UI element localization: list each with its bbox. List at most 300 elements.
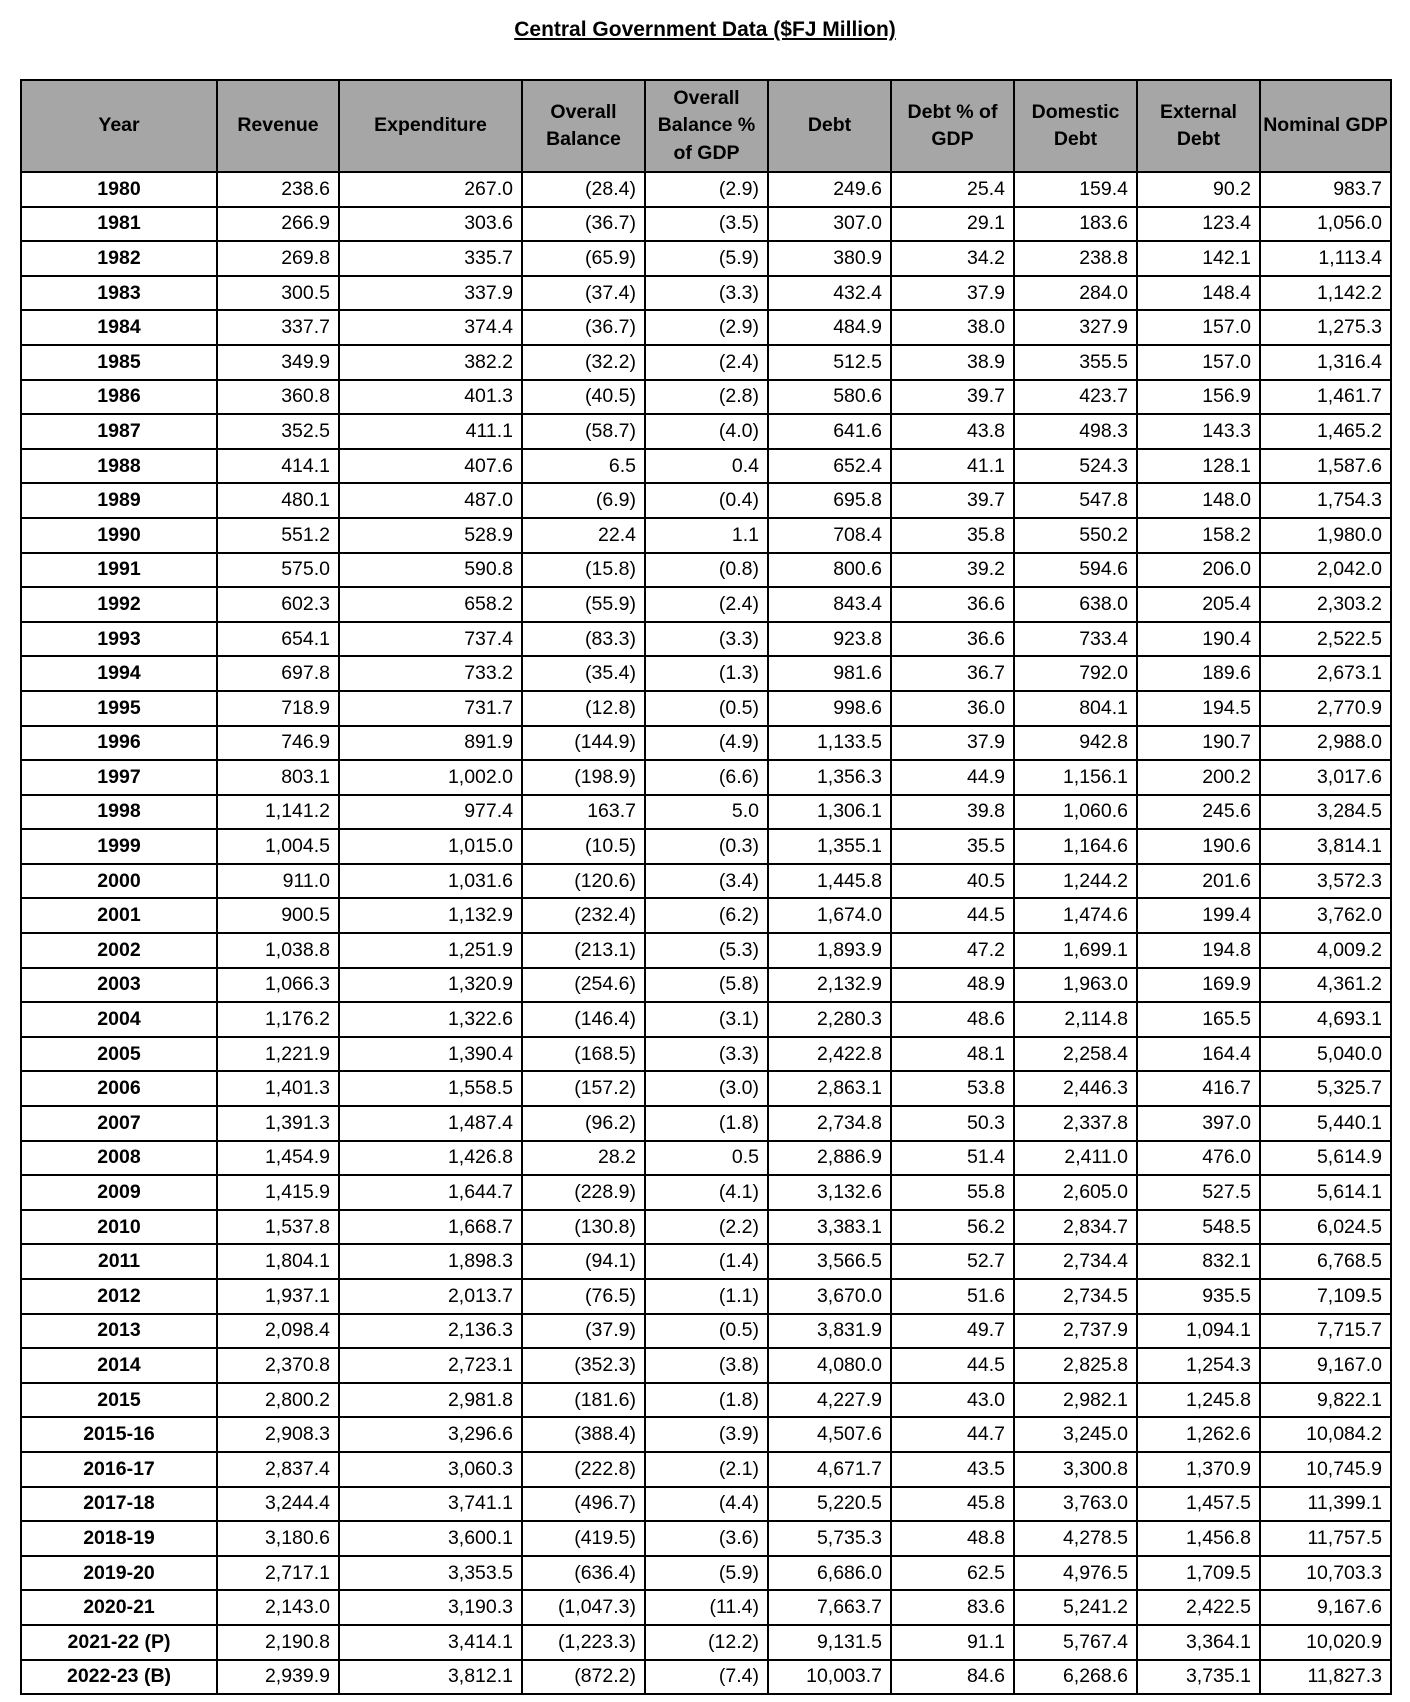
domestic-debt-cell: 498.3 (1014, 414, 1137, 449)
debt-cell: 2,132.9 (768, 968, 891, 1003)
overall-balance-pct-gdp-cell: (0.3) (645, 829, 768, 864)
nominal-gdp-cell: 11,399.1 (1260, 1487, 1391, 1522)
overall-balance-pct-gdp-cell: (2.8) (645, 380, 768, 415)
external-debt-cell: 165.5 (1137, 1002, 1260, 1037)
table-row (21, 760, 1391, 795)
overall-balance-cell: (228.9) (522, 1175, 645, 1210)
table-row (21, 345, 1391, 380)
debt-pct-gdp-cell: 56.2 (891, 1210, 1014, 1245)
nominal-gdp-cell: 2,673.1 (1260, 656, 1391, 691)
nominal-gdp-cell: 9,167.6 (1260, 1590, 1391, 1625)
domestic-debt-cell: 2,337.8 (1014, 1106, 1137, 1141)
nominal-gdp-cell: 1,461.7 (1260, 380, 1391, 415)
year-cell: 1998 (21, 795, 217, 830)
domestic-debt-cell: 5,767.4 (1014, 1625, 1137, 1660)
overall-balance-cell: 28.2 (522, 1141, 645, 1176)
nominal-gdp-cell: 6,024.5 (1260, 1210, 1391, 1245)
overall-balance-pct-gdp-cell: (6.6) (645, 760, 768, 795)
table-row (21, 414, 1391, 449)
domestic-debt-cell: 1,963.0 (1014, 968, 1137, 1003)
overall-balance-cell: (35.4) (522, 656, 645, 691)
expenditure-cell: 733.2 (339, 656, 522, 691)
debt-cell: 695.8 (768, 483, 891, 518)
expenditure-cell: 411.1 (339, 414, 522, 449)
nominal-gdp-cell: 2,303.2 (1260, 587, 1391, 622)
domestic-debt-cell: 238.8 (1014, 241, 1137, 276)
nominal-gdp-cell: 2,988.0 (1260, 726, 1391, 761)
domestic-debt-cell: 2,446.3 (1014, 1071, 1137, 1106)
domestic-debt-cell: 804.1 (1014, 691, 1137, 726)
year-cell: 1990 (21, 518, 217, 553)
table-row (21, 1106, 1391, 1141)
external-debt-cell: 199.4 (1137, 898, 1260, 933)
year-cell: 1997 (21, 760, 217, 795)
overall-balance-pct-gdp-cell: (3.6) (645, 1521, 768, 1556)
debt-pct-gdp-cell: 48.9 (891, 968, 1014, 1003)
debt-cell: 2,734.8 (768, 1106, 891, 1141)
external-debt-cell: 128.1 (1137, 449, 1260, 484)
table-row (21, 1244, 1391, 1279)
overall-balance-pct-gdp-cell: (0.4) (645, 483, 768, 518)
domestic-debt-cell: 284.0 (1014, 276, 1137, 311)
table-row (21, 1210, 1391, 1245)
overall-balance-pct-gdp-cell: (1.4) (645, 1244, 768, 1279)
external-debt-cell: 397.0 (1137, 1106, 1260, 1141)
table-row (21, 518, 1391, 553)
overall-balance-cell: (10.5) (522, 829, 645, 864)
year-cell: 1991 (21, 553, 217, 588)
debt-cell: 6,686.0 (768, 1556, 891, 1591)
revenue-cell: 654.1 (217, 622, 339, 657)
expenditure-cell: 401.3 (339, 380, 522, 415)
external-debt-cell: 935.5 (1137, 1279, 1260, 1314)
debt-pct-gdp-cell: 44.7 (891, 1417, 1014, 1452)
domestic-debt-cell: 5,241.2 (1014, 1590, 1137, 1625)
revenue-cell: 2,837.4 (217, 1452, 339, 1487)
domestic-debt-cell: 1,164.6 (1014, 829, 1137, 864)
revenue-cell: 414.1 (217, 449, 339, 484)
table-row (21, 1002, 1391, 1037)
year-cell: 1992 (21, 587, 217, 622)
table-row (21, 691, 1391, 726)
year-cell: 2003 (21, 968, 217, 1003)
overall-balance-cell: (37.4) (522, 276, 645, 311)
nominal-gdp-cell: 1,465.2 (1260, 414, 1391, 449)
year-cell: 1993 (21, 622, 217, 657)
debt-cell: 1,306.1 (768, 795, 891, 830)
domestic-debt-cell: 550.2 (1014, 518, 1137, 553)
revenue-cell: 575.0 (217, 553, 339, 588)
year-cell: 1995 (21, 691, 217, 726)
table-row (21, 898, 1391, 933)
revenue-cell: 2,190.8 (217, 1625, 339, 1660)
year-cell: 2004 (21, 1002, 217, 1037)
revenue-cell: 3,244.4 (217, 1487, 339, 1522)
table-row (21, 380, 1391, 415)
nominal-gdp-cell: 7,109.5 (1260, 1279, 1391, 1314)
debt-pct-gdp-cell: 44.5 (891, 1348, 1014, 1383)
column-header-overall-balance: Overall Balance (522, 80, 645, 172)
debt-pct-gdp-cell: 44.9 (891, 760, 1014, 795)
column-header-domestic-debt: Domestic Debt (1014, 80, 1137, 172)
external-debt-cell: 2,422.5 (1137, 1590, 1260, 1625)
expenditure-cell: 3,353.5 (339, 1556, 522, 1591)
debt-cell: 843.4 (768, 587, 891, 622)
domestic-debt-cell: 2,411.0 (1014, 1141, 1137, 1176)
revenue-cell: 1,004.5 (217, 829, 339, 864)
overall-balance-pct-gdp-cell: (3.8) (645, 1348, 768, 1383)
expenditure-cell: 1,487.4 (339, 1106, 522, 1141)
overall-balance-cell: (65.9) (522, 241, 645, 276)
overall-balance-cell: (36.7) (522, 310, 645, 345)
overall-balance-pct-gdp-cell: (0.5) (645, 691, 768, 726)
overall-balance-pct-gdp-cell: (2.1) (645, 1452, 768, 1487)
external-debt-cell: 3,364.1 (1137, 1625, 1260, 1660)
external-debt-cell: 142.1 (1137, 241, 1260, 276)
revenue-cell: 1,391.3 (217, 1106, 339, 1141)
revenue-cell: 266.9 (217, 207, 339, 242)
domestic-debt-cell: 423.7 (1014, 380, 1137, 415)
year-cell: 1994 (21, 656, 217, 691)
overall-balance-cell: (213.1) (522, 933, 645, 968)
overall-balance-pct-gdp-cell: (5.8) (645, 968, 768, 1003)
debt-cell: 1,445.8 (768, 864, 891, 899)
domestic-debt-cell: 1,699.1 (1014, 933, 1137, 968)
debt-cell: 4,227.9 (768, 1383, 891, 1418)
debt-pct-gdp-cell: 36.0 (891, 691, 1014, 726)
nominal-gdp-cell: 10,703.3 (1260, 1556, 1391, 1591)
domestic-debt-cell: 2,114.8 (1014, 1002, 1137, 1037)
overall-balance-pct-gdp-cell: (7.4) (645, 1660, 768, 1695)
table-row (21, 1279, 1391, 1314)
external-debt-cell: 123.4 (1137, 207, 1260, 242)
table-row (21, 207, 1391, 242)
table-row (21, 1556, 1391, 1591)
nominal-gdp-cell: 3,572.3 (1260, 864, 1391, 899)
table-row (21, 1660, 1391, 1695)
nominal-gdp-cell: 10,745.9 (1260, 1452, 1391, 1487)
overall-balance-pct-gdp-cell: (6.2) (645, 898, 768, 933)
overall-balance-cell: (58.7) (522, 414, 645, 449)
debt-pct-gdp-cell: 29.1 (891, 207, 1014, 242)
debt-pct-gdp-cell: 48.8 (891, 1521, 1014, 1556)
year-cell: 1989 (21, 483, 217, 518)
debt-pct-gdp-cell: 43.0 (891, 1383, 1014, 1418)
expenditure-cell: 1,668.7 (339, 1210, 522, 1245)
revenue-cell: 1,176.2 (217, 1002, 339, 1037)
table-row (21, 829, 1391, 864)
debt-pct-gdp-cell: 91.1 (891, 1625, 1014, 1660)
year-cell: 2008 (21, 1141, 217, 1176)
expenditure-cell: 1,898.3 (339, 1244, 522, 1279)
expenditure-cell: 3,190.3 (339, 1590, 522, 1625)
debt-pct-gdp-cell: 39.2 (891, 553, 1014, 588)
overall-balance-cell: (1,223.3) (522, 1625, 645, 1660)
external-debt-cell: 158.2 (1137, 518, 1260, 553)
domestic-debt-cell: 2,734.4 (1014, 1244, 1137, 1279)
year-cell: 1982 (21, 241, 217, 276)
debt-cell: 1,355.1 (768, 829, 891, 864)
column-header-overall-balance-pct-gdp: Overall Balance % of GDP (645, 80, 768, 172)
revenue-cell: 1,537.8 (217, 1210, 339, 1245)
year-cell: 2018-19 (21, 1521, 217, 1556)
nominal-gdp-cell: 4,693.1 (1260, 1002, 1391, 1037)
year-cell: 2006 (21, 1071, 217, 1106)
overall-balance-pct-gdp-cell: 1.1 (645, 518, 768, 553)
revenue-cell: 2,908.3 (217, 1417, 339, 1452)
overall-balance-pct-gdp-cell: (4.9) (645, 726, 768, 761)
table-row (21, 1452, 1391, 1487)
expenditure-cell: 1,251.9 (339, 933, 522, 968)
year-cell: 1988 (21, 449, 217, 484)
overall-balance-cell: (15.8) (522, 553, 645, 588)
overall-balance-pct-gdp-cell: (3.0) (645, 1071, 768, 1106)
year-cell: 1999 (21, 829, 217, 864)
nominal-gdp-cell: 4,009.2 (1260, 933, 1391, 968)
table-row (21, 310, 1391, 345)
table-row (21, 1590, 1391, 1625)
nominal-gdp-cell: 6,768.5 (1260, 1244, 1391, 1279)
external-debt-cell: 143.3 (1137, 414, 1260, 449)
overall-balance-pct-gdp-cell: 0.4 (645, 449, 768, 484)
debt-pct-gdp-cell: 40.5 (891, 864, 1014, 899)
table-row (21, 1348, 1391, 1383)
nominal-gdp-cell: 1,754.3 (1260, 483, 1391, 518)
debt-cell: 2,886.9 (768, 1141, 891, 1176)
debt-pct-gdp-cell: 45.8 (891, 1487, 1014, 1522)
debt-cell: 3,831.9 (768, 1314, 891, 1349)
debt-pct-gdp-cell: 48.6 (891, 1002, 1014, 1037)
debt-cell: 981.6 (768, 656, 891, 691)
overall-balance-cell: (94.1) (522, 1244, 645, 1279)
nominal-gdp-cell: 7,715.7 (1260, 1314, 1391, 1349)
year-cell: 2015 (21, 1383, 217, 1418)
debt-pct-gdp-cell: 47.2 (891, 933, 1014, 968)
revenue-cell: 300.5 (217, 276, 339, 311)
debt-pct-gdp-cell: 37.9 (891, 276, 1014, 311)
external-debt-cell: 189.6 (1137, 656, 1260, 691)
table-row (21, 795, 1391, 830)
debt-cell: 1,893.9 (768, 933, 891, 968)
revenue-cell: 337.7 (217, 310, 339, 345)
debt-pct-gdp-cell: 36.7 (891, 656, 1014, 691)
external-debt-cell: 156.9 (1137, 380, 1260, 415)
debt-cell: 4,507.6 (768, 1417, 891, 1452)
external-debt-cell: 194.5 (1137, 691, 1260, 726)
external-debt-cell: 1,456.8 (1137, 1521, 1260, 1556)
revenue-cell: 238.6 (217, 172, 339, 207)
external-debt-cell: 416.7 (1137, 1071, 1260, 1106)
nominal-gdp-cell: 1,113.4 (1260, 241, 1391, 276)
overall-balance-cell: (40.5) (522, 380, 645, 415)
domestic-debt-cell: 3,763.0 (1014, 1487, 1137, 1522)
overall-balance-pct-gdp-cell: (5.9) (645, 241, 768, 276)
overall-balance-pct-gdp-cell: (0.5) (645, 1314, 768, 1349)
revenue-cell: 2,717.1 (217, 1556, 339, 1591)
year-cell: 1987 (21, 414, 217, 449)
overall-balance-cell: (198.9) (522, 760, 645, 795)
external-debt-cell: 148.4 (1137, 276, 1260, 311)
domestic-debt-cell: 594.6 (1014, 553, 1137, 588)
overall-balance-cell: (222.8) (522, 1452, 645, 1487)
external-debt-cell: 90.2 (1137, 172, 1260, 207)
overall-balance-pct-gdp-cell: (3.3) (645, 1037, 768, 1072)
domestic-debt-cell: 1,060.6 (1014, 795, 1137, 830)
revenue-cell: 269.8 (217, 241, 339, 276)
debt-cell: 3,566.5 (768, 1244, 891, 1279)
table-row (21, 656, 1391, 691)
revenue-cell: 1,804.1 (217, 1244, 339, 1279)
domestic-debt-cell: 942.8 (1014, 726, 1137, 761)
overall-balance-pct-gdp-cell: (11.4) (645, 1590, 768, 1625)
domestic-debt-cell: 4,278.5 (1014, 1521, 1137, 1556)
table-row (21, 622, 1391, 657)
debt-cell: 4,080.0 (768, 1348, 891, 1383)
nominal-gdp-cell: 11,757.5 (1260, 1521, 1391, 1556)
external-debt-cell: 1,094.1 (1137, 1314, 1260, 1349)
overall-balance-cell: (419.5) (522, 1521, 645, 1556)
debt-pct-gdp-cell: 53.8 (891, 1071, 1014, 1106)
revenue-cell: 1,415.9 (217, 1175, 339, 1210)
domestic-debt-cell: 327.9 (1014, 310, 1137, 345)
debt-cell: 1,133.5 (768, 726, 891, 761)
expenditure-cell: 3,600.1 (339, 1521, 522, 1556)
expenditure-cell: 337.9 (339, 276, 522, 311)
debt-pct-gdp-cell: 25.4 (891, 172, 1014, 207)
overall-balance-cell: (168.5) (522, 1037, 645, 1072)
column-header-external-debt: External Debt (1137, 80, 1260, 172)
debt-cell: 380.9 (768, 241, 891, 276)
table-row (21, 553, 1391, 588)
table-row (21, 1314, 1391, 1349)
overall-balance-cell: (32.2) (522, 345, 645, 380)
debt-pct-gdp-cell: 51.4 (891, 1141, 1014, 1176)
expenditure-cell: 528.9 (339, 518, 522, 553)
domestic-debt-cell: 547.8 (1014, 483, 1137, 518)
expenditure-cell: 1,426.8 (339, 1141, 522, 1176)
debt-cell: 1,674.0 (768, 898, 891, 933)
debt-cell: 10,003.7 (768, 1660, 891, 1695)
year-cell: 2013 (21, 1314, 217, 1349)
year-cell: 2022-23 (B) (21, 1660, 217, 1695)
overall-balance-cell: (36.7) (522, 207, 645, 242)
external-debt-cell: 245.6 (1137, 795, 1260, 830)
debt-cell: 923.8 (768, 622, 891, 657)
table-row (21, 1071, 1391, 1106)
year-cell: 2021-22 (P) (21, 1625, 217, 1660)
year-cell: 2012 (21, 1279, 217, 1314)
table-body (21, 172, 1391, 1694)
domestic-debt-cell: 1,156.1 (1014, 760, 1137, 795)
table-row (21, 483, 1391, 518)
expenditure-cell: 1,015.0 (339, 829, 522, 864)
year-cell: 2017-18 (21, 1487, 217, 1522)
debt-pct-gdp-cell: 55.8 (891, 1175, 1014, 1210)
expenditure-cell: 1,644.7 (339, 1175, 522, 1210)
expenditure-cell: 2,723.1 (339, 1348, 522, 1383)
table-row (21, 864, 1391, 899)
external-debt-cell: 169.9 (1137, 968, 1260, 1003)
expenditure-cell: 3,296.6 (339, 1417, 522, 1452)
debt-cell: 4,671.7 (768, 1452, 891, 1487)
domestic-debt-cell: 638.0 (1014, 587, 1137, 622)
overall-balance-cell: (636.4) (522, 1556, 645, 1591)
overall-balance-cell: (352.3) (522, 1348, 645, 1383)
overall-balance-cell: (37.9) (522, 1314, 645, 1349)
external-debt-cell: 201.6 (1137, 864, 1260, 899)
revenue-cell: 1,141.2 (217, 795, 339, 830)
table-row (21, 276, 1391, 311)
expenditure-cell: 590.8 (339, 553, 522, 588)
table-row (21, 1175, 1391, 1210)
overall-balance-cell: 6.5 (522, 449, 645, 484)
table-row (21, 1487, 1391, 1522)
debt-cell: 249.6 (768, 172, 891, 207)
domestic-debt-cell: 355.5 (1014, 345, 1137, 380)
nominal-gdp-cell: 983.7 (1260, 172, 1391, 207)
overall-balance-cell: (120.6) (522, 864, 645, 899)
expenditure-cell: 1,390.4 (339, 1037, 522, 1072)
table-row (21, 1521, 1391, 1556)
revenue-cell: 1,454.9 (217, 1141, 339, 1176)
overall-balance-cell: (496.7) (522, 1487, 645, 1522)
nominal-gdp-cell: 5,325.7 (1260, 1071, 1391, 1106)
nominal-gdp-cell: 9,167.0 (1260, 1348, 1391, 1383)
nominal-gdp-cell: 3,762.0 (1260, 898, 1391, 933)
overall-balance-pct-gdp-cell: (1.8) (645, 1383, 768, 1418)
overall-balance-pct-gdp-cell: (2.4) (645, 345, 768, 380)
overall-balance-pct-gdp-cell: (4.4) (645, 1487, 768, 1522)
overall-balance-cell: (232.4) (522, 898, 645, 933)
debt-cell: 2,422.8 (768, 1037, 891, 1072)
expenditure-cell: 1,322.6 (339, 1002, 522, 1037)
expenditure-cell: 3,741.1 (339, 1487, 522, 1522)
column-header-debt-pct-gdp: Debt % of GDP (891, 80, 1014, 172)
page-title: Central Government Data ($FJ Million) (514, 18, 896, 41)
year-cell: 2001 (21, 898, 217, 933)
overall-balance-pct-gdp-cell: (4.1) (645, 1175, 768, 1210)
domestic-debt-cell: 1,244.2 (1014, 864, 1137, 899)
expenditure-cell: 3,812.1 (339, 1660, 522, 1695)
revenue-cell: 2,143.0 (217, 1590, 339, 1625)
external-debt-cell: 206.0 (1137, 553, 1260, 588)
debt-pct-gdp-cell: 49.7 (891, 1314, 1014, 1349)
nominal-gdp-cell: 2,522.5 (1260, 622, 1391, 657)
domestic-debt-cell: 6,268.6 (1014, 1660, 1137, 1695)
overall-balance-pct-gdp-cell: (4.0) (645, 414, 768, 449)
debt-cell: 708.4 (768, 518, 891, 553)
external-debt-cell: 200.2 (1137, 760, 1260, 795)
expenditure-cell: 374.4 (339, 310, 522, 345)
year-cell: 1986 (21, 380, 217, 415)
overall-balance-pct-gdp-cell: (3.3) (645, 276, 768, 311)
revenue-cell: 911.0 (217, 864, 339, 899)
debt-pct-gdp-cell: 35.5 (891, 829, 1014, 864)
debt-pct-gdp-cell: 48.1 (891, 1037, 1014, 1072)
debt-cell: 5,220.5 (768, 1487, 891, 1522)
nominal-gdp-cell: 9,822.1 (1260, 1383, 1391, 1418)
year-cell: 1985 (21, 345, 217, 380)
overall-balance-pct-gdp-cell: (2.2) (645, 1210, 768, 1245)
domestic-debt-cell: 3,300.8 (1014, 1452, 1137, 1487)
nominal-gdp-cell: 3,284.5 (1260, 795, 1391, 830)
debt-pct-gdp-cell: 43.5 (891, 1452, 1014, 1487)
debt-pct-gdp-cell: 39.7 (891, 380, 1014, 415)
column-header-nominal-gdp: Nominal GDP (1260, 80, 1391, 172)
column-header-debt: Debt (768, 80, 891, 172)
expenditure-cell: 1,031.6 (339, 864, 522, 899)
revenue-cell: 803.1 (217, 760, 339, 795)
